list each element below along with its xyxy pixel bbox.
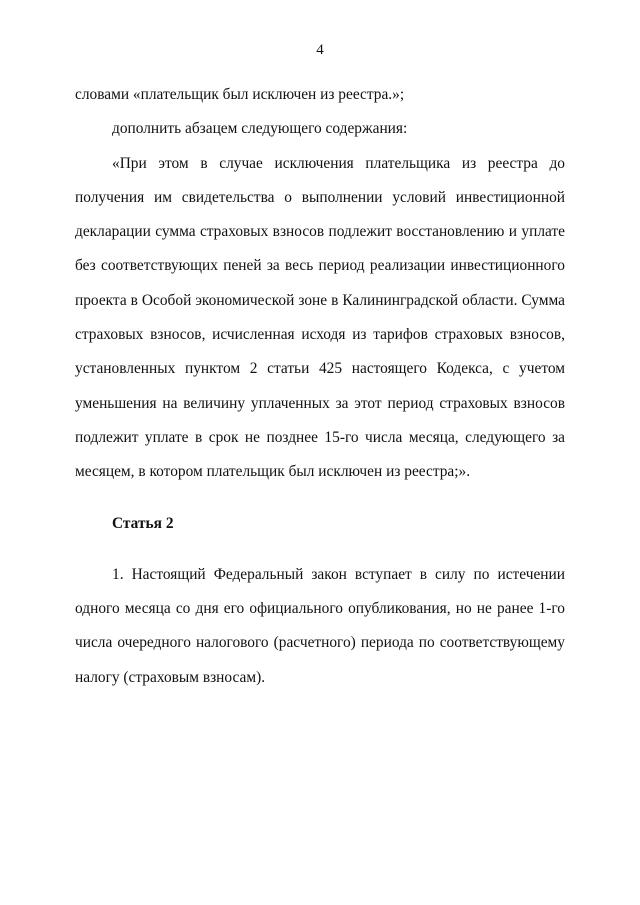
paragraph-amendment-text: «При этом в случае исключения плательщика из реестра до получения им свидетельства о выполнении условий инвестиционной декларации сумма страховых взносов подлежит восстановлению и уплате без соответствующих пеней за весь период реализации инвестиционного проекта в Особой экономической зоне в Калининградской области. Сумма страховых взносов, исчисленная исходя из тарифов страховых взносов, установленных пунктом 2 статьи 425 настоящего Кодекса, с учетом уменьшения на величину уплаченных за этот период страховых взносов подлежит уплате в срок не позднее 15-го числа месяца, следующего за месяцем, в котором плательщик был исключен из реестра;». xyxy=(75,154,565,481)
page-number: 4 xyxy=(316,42,324,58)
paragraph-continuation: словами «плательщик был исключен из реестра.»; xyxy=(75,86,405,103)
paragraph-article-2-clause-1: 1. Настоящий Федеральный закон вступает в силу по истечении одного месяца со дня его официального опубликования, но не ранее 1-го числа очередного налогового (расчетного) периода по соответствующему налогу (страховым взносам). xyxy=(75,565,565,686)
paragraph-amendment-intro: дополнить абзацем следующего содержания: xyxy=(112,120,408,138)
article-heading: Статья 2 xyxy=(112,514,174,532)
document-body xyxy=(75,78,565,695)
